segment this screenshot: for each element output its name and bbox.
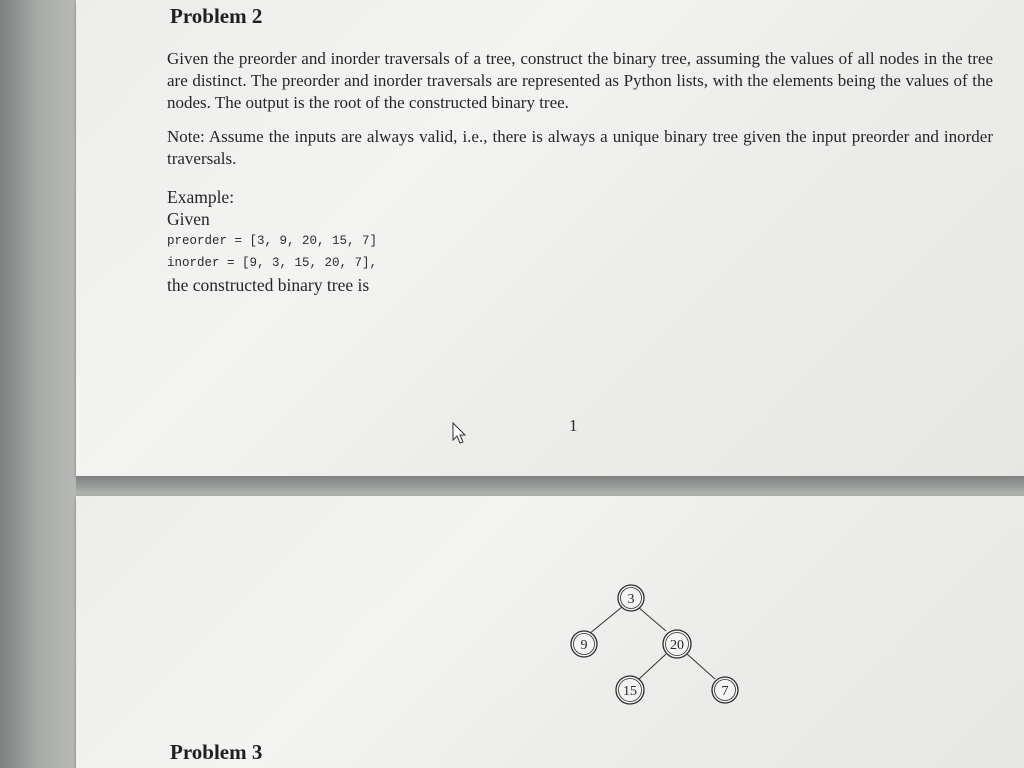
- inorder-code: inorder = [9, 3, 15, 20, 7],: [167, 256, 378, 270]
- tree-node-root: [618, 585, 644, 611]
- problem-note: Note: Assume the inputs are always valid, i.e., there is always a unique binary tree given the input preorder and inorder traversals.: [167, 127, 993, 168]
- tree-node-right-left-label: 15: [623, 684, 637, 699]
- preorder-code: preorder = [3, 9, 20, 15, 7]: [167, 234, 378, 248]
- edge-3-9: [589, 607, 622, 634]
- example-block: [167, 186, 377, 296]
- page-number: 1: [569, 416, 578, 435]
- binary-tree-diagram: [480, 584, 750, 724]
- page-1: [76, 0, 1024, 476]
- tree-node-left-label: 9: [580, 638, 588, 653]
- problem-3-heading: Problem 3: [170, 740, 263, 764]
- problem-description: Given the preorder and inorder traversals of a tree, construct the binary tree, assuming the values of all nodes in the tree are distinct. The preorder and inorder traversals are represented as Python lists, with the elements being the values of the nodes. The output is the root of the constructed binary tree.: [167, 49, 993, 112]
- edge-20-15: [639, 654, 666, 679]
- tree-node-right-right-label: 7: [721, 684, 729, 699]
- edge-20-7: [687, 654, 715, 679]
- tree-node-right: [663, 630, 691, 658]
- problem-2-heading: Problem 2: [170, 4, 263, 28]
- example-label: Example:: [167, 187, 235, 207]
- given-label: Given: [167, 209, 210, 229]
- tree-node-right-left: [616, 676, 644, 704]
- page-separator: [76, 476, 1024, 496]
- page-2: [76, 496, 1024, 768]
- mouse-pointer-icon: [452, 422, 468, 446]
- tree-node-root-label: 3: [627, 592, 635, 607]
- result-label: the constructed binary tree is: [167, 275, 370, 295]
- tree-node-right-label: 20: [670, 638, 684, 653]
- tree-node-left: [571, 631, 597, 657]
- tree-node-right-right: [712, 677, 738, 703]
- edge-3-20: [638, 607, 666, 631]
